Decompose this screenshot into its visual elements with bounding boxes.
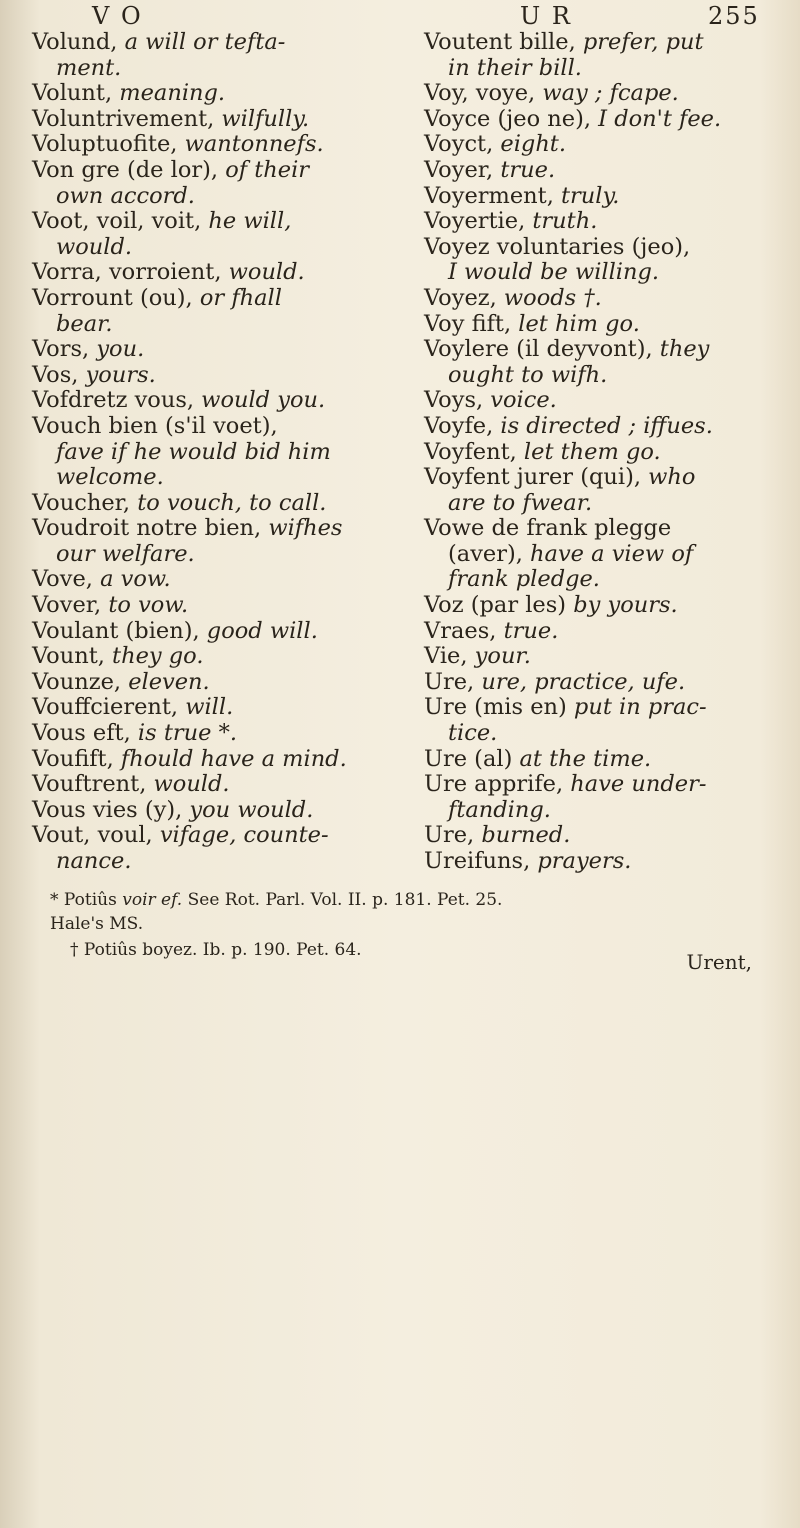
- entry-definition: in their bill.: [448, 54, 582, 81]
- dictionary-entry: [32, 593, 412, 619]
- dictionary-entry: [32, 209, 412, 235]
- entry-definition: put in prac-: [566, 694, 707, 721]
- entry-definition: to vouch, to call.: [130, 489, 327, 516]
- dictionary-entry: [424, 337, 796, 363]
- footnote-3-head: † Potiûs boyez.: [70, 940, 198, 960]
- entry-headword: Voys,: [424, 387, 484, 414]
- right-column: [424, 30, 796, 875]
- dictionary-entry: [32, 823, 412, 849]
- dictionary-entry: [32, 158, 412, 184]
- entry-headword: Vous vies (y),: [32, 796, 183, 823]
- dictionary-entry: [424, 772, 796, 798]
- entry-definition: or fhall: [192, 284, 282, 311]
- entry-definition: ftanding.: [448, 796, 551, 823]
- dictionary-entry: [32, 440, 412, 466]
- entry-headword: Voy fift,: [424, 310, 512, 337]
- dictionary-entry: [424, 312, 796, 338]
- entry-headword: Voucher,: [32, 489, 131, 516]
- entry-definition: welcome.: [56, 464, 164, 491]
- entry-definition: have a view of: [522, 540, 694, 567]
- dictionary-entry: [424, 209, 796, 235]
- entry-definition: good will.: [199, 617, 318, 644]
- entry-definition: is true *.: [130, 720, 237, 747]
- entry-definition: truth.: [525, 208, 598, 235]
- dictionary-entry: [424, 107, 796, 133]
- entry-definition: would.: [56, 233, 133, 260]
- entry-definition: bear.: [56, 310, 113, 337]
- footnote-1-head: * Potiûs: [50, 890, 117, 910]
- entry-headword: Ure apprife,: [424, 771, 564, 798]
- dictionary-entry: [424, 260, 796, 286]
- entry-headword: Ure (mis en): [424, 694, 567, 721]
- dictionary-entry: [32, 388, 412, 414]
- entry-definition: ure, practice, ufe.: [474, 668, 686, 695]
- dictionary-entry: [424, 491, 796, 517]
- entry-definition: is directed ; iffues.: [493, 412, 713, 439]
- entry-headword: Voyce (jeo ne),: [424, 105, 592, 132]
- dictionary-entry: [32, 81, 412, 107]
- footnote-2-head: Hale's MS.: [50, 914, 144, 934]
- dictionary-entry: [424, 567, 796, 593]
- dictionary-entry: [424, 235, 796, 261]
- entry-definition: frank pledge.: [448, 566, 600, 593]
- dictionary-entry: [424, 849, 796, 875]
- entry-headword: Ure (al): [424, 745, 513, 772]
- footnote-1-cont: [50, 914, 143, 934]
- dictionary-entry: [32, 747, 412, 773]
- entry-headword: Vous eft,: [32, 720, 131, 747]
- entry-definition: by yours.: [566, 592, 678, 619]
- entry-definition: woods †.: [496, 284, 602, 311]
- entry-definition: truly.: [553, 182, 620, 209]
- entry-definition: eight.: [493, 131, 567, 158]
- entry-definition: would.: [146, 771, 230, 798]
- entry-definition: your.: [467, 643, 531, 670]
- entry-definition: ment.: [56, 54, 122, 81]
- entry-definition: ought to wifh.: [448, 361, 608, 388]
- dictionary-entry: [32, 184, 412, 210]
- entry-definition: of their: [218, 156, 310, 183]
- dictionary-entry: [32, 644, 412, 670]
- entry-definition: are to fwear.: [448, 489, 593, 516]
- footnote-2: [70, 940, 362, 960]
- entry-definition: I would be willing.: [448, 259, 660, 286]
- dictionary-entry: [424, 388, 796, 414]
- entry-definition: at the time.: [512, 745, 652, 772]
- entry-definition: vifage, counte-: [152, 822, 329, 849]
- dictionary-entry: [32, 235, 412, 261]
- entry-definition: a will or tefta-: [117, 29, 286, 55]
- dictionary-entry: [32, 567, 412, 593]
- entry-headword: Vowe de frank plegge: [424, 515, 672, 542]
- entry-headword: (aver),: [448, 540, 523, 567]
- entry-headword: Ureifuns,: [424, 848, 531, 874]
- entry-definition: nance.: [56, 848, 132, 874]
- dictionary-entry: [424, 747, 796, 773]
- entry-headword: Voyfe,: [424, 412, 494, 439]
- dictionary-entry: [424, 30, 796, 56]
- entry-definition: voice.: [483, 387, 557, 414]
- entry-headword: Vos,: [32, 361, 79, 388]
- footnote-3-ref: Ib. p. 190. Pet. 64.: [197, 940, 362, 960]
- dictionary-entry: [32, 465, 412, 491]
- entry-headword: Vover,: [32, 592, 102, 619]
- entry-headword: Von gre (de lor),: [32, 156, 219, 183]
- entry-definition: he will,: [201, 208, 292, 235]
- dictionary-entry: [424, 132, 796, 158]
- dictionary-entry: [424, 721, 796, 747]
- dictionary-entry: [424, 823, 796, 849]
- dictionary-entry: [32, 363, 412, 389]
- entry-headword: Voyez,: [424, 284, 497, 311]
- dictionary-entry: [424, 465, 796, 491]
- catchword: Urent,: [686, 950, 752, 974]
- dictionary-entry: [424, 695, 796, 721]
- entry-definition: a vow.: [92, 566, 171, 593]
- entry-headword: Vove,: [32, 566, 93, 593]
- entry-headword: Voot, voil, voit,: [32, 208, 202, 235]
- entry-headword: Ure,: [424, 822, 475, 849]
- entry-definition: meaning.: [112, 80, 226, 107]
- dictionary-entry: [32, 107, 412, 133]
- entry-definition: fhould have a mind.: [113, 745, 347, 772]
- entry-definition: tice.: [448, 720, 498, 747]
- entry-definition: way ; fcape.: [535, 80, 679, 107]
- footnote-1: [50, 890, 502, 910]
- entry-headword: Voy, voye,: [424, 80, 536, 107]
- dictionary-entry: [424, 542, 796, 568]
- dictionary-entry: [32, 849, 412, 875]
- entry-headword: Vouftrent,: [32, 771, 147, 798]
- entry-definition: eleven.: [121, 668, 210, 695]
- entry-definition: prefer, put: [575, 29, 704, 55]
- entry-headword: Voyfent,: [424, 438, 517, 465]
- dictionary-entry: [32, 132, 412, 158]
- dictionary-entry: [424, 440, 796, 466]
- dictionary-entry: [424, 516, 796, 542]
- entry-headword: Voyerment,: [424, 182, 554, 209]
- dictionary-entry: [424, 158, 796, 184]
- entry-definition: true.: [493, 156, 556, 183]
- dictionary-entry: [32, 56, 412, 82]
- entry-definition: prayers.: [530, 848, 632, 874]
- entry-definition: I don't fee.: [591, 105, 722, 132]
- dictionary-entry: [424, 593, 796, 619]
- entry-definition: will.: [178, 694, 234, 721]
- entry-definition: fave if he would bid him: [56, 438, 331, 465]
- dictionary-entry: [32, 30, 412, 56]
- entry-headword: Ure,: [424, 668, 475, 695]
- entry-definition: they: [652, 336, 710, 363]
- dictionary-entry: [32, 260, 412, 286]
- entry-definition: you.: [89, 336, 145, 363]
- dictionary-entry: [424, 363, 796, 389]
- dictionary-entry: [32, 286, 412, 312]
- entry-headword: Vorrount (ou),: [32, 284, 193, 311]
- entry-headword: Vount,: [32, 643, 105, 670]
- entry-headword: Volund,: [32, 29, 118, 55]
- entry-headword: Vout, voul,: [32, 822, 153, 849]
- dictionary-entry: [32, 516, 412, 542]
- running-header-left: V O: [92, 2, 143, 30]
- entry-definition: wifhes: [261, 515, 343, 542]
- entry-definition: wantonnefs.: [177, 131, 324, 158]
- entry-definition: wilfully.: [214, 105, 310, 132]
- entry-definition: would.: [221, 259, 305, 286]
- entry-headword: Voluptuofite,: [32, 131, 178, 158]
- dictionary-entry: [32, 772, 412, 798]
- entry-definition: burned.: [474, 822, 571, 849]
- entry-headword: Voyfent jurer (qui),: [424, 464, 642, 491]
- entry-headword: Voyertie,: [424, 208, 526, 235]
- dictionary-entry: [424, 286, 796, 312]
- entry-headword: Voylere (il deyvont),: [424, 336, 653, 363]
- entry-definition: let him go.: [511, 310, 640, 337]
- entry-headword: Volunt,: [32, 80, 113, 107]
- dictionary-entry: [424, 414, 796, 440]
- footnote-1-ref: See Rot. Parl. Vol. II. p. 181. Pet. 25.: [182, 890, 503, 910]
- entry-headword: Vouffcierent,: [32, 694, 179, 721]
- dictionary-entry: [32, 670, 412, 696]
- dictionary-entry: [32, 619, 412, 645]
- entry-headword: Voyer,: [424, 156, 494, 183]
- dictionary-entry: [32, 798, 412, 824]
- entry-definition: you would.: [182, 796, 314, 823]
- page-number: 255: [708, 2, 760, 30]
- dictionary-entry: [424, 798, 796, 824]
- dictionary-entry: [424, 619, 796, 645]
- entry-definition: yours.: [78, 361, 156, 388]
- dictionary-entry: [424, 184, 796, 210]
- entry-definition: would you.: [194, 387, 326, 414]
- entry-headword: Vofdretz vous,: [32, 387, 195, 414]
- entry-headword: Vouch bien (s'il voet),: [32, 412, 278, 439]
- entry-headword: Voufift,: [32, 745, 114, 772]
- entry-headword: Vounze,: [32, 668, 122, 695]
- entry-headword: Vors,: [32, 336, 90, 363]
- dictionary-entry: [32, 337, 412, 363]
- entry-definition: our welfare.: [56, 540, 195, 567]
- entry-headword: Vorra, vorroient,: [32, 259, 222, 286]
- dictionary-entry: [424, 81, 796, 107]
- dictionary-entry: [424, 56, 796, 82]
- dictionary-entry: [32, 491, 412, 517]
- entry-headword: Voz (par les): [424, 592, 567, 619]
- entry-definition: true.: [496, 617, 559, 644]
- left-column: [32, 30, 412, 875]
- dictionary-entry: [32, 695, 412, 721]
- dictionary-entry: [32, 721, 412, 747]
- entry-headword: Vraes,: [424, 617, 497, 644]
- entry-definition: have under-: [563, 771, 707, 798]
- entry-headword: Voulant (bien),: [32, 617, 200, 644]
- entry-definition: own accord.: [56, 182, 195, 209]
- entry-definition: they go.: [104, 643, 204, 670]
- dictionary-entry: [32, 542, 412, 568]
- entry-headword: Voyct,: [424, 131, 494, 158]
- dictionary-entry: [424, 644, 796, 670]
- dictionary-entry: [32, 312, 412, 338]
- dictionary-entry: [424, 670, 796, 696]
- entry-headword: Voutent bille,: [424, 29, 576, 55]
- entry-definition: who: [641, 464, 696, 491]
- entry-headword: Vie,: [424, 643, 468, 670]
- running-header-center: U R: [520, 2, 572, 30]
- entry-definition: to vow.: [101, 592, 189, 619]
- entry-headword: Voudroit notre bien,: [32, 515, 262, 542]
- entry-headword: Voluntrivement,: [32, 105, 215, 132]
- entry-headword: Voyez voluntaries (jeo),: [424, 233, 691, 260]
- dictionary-entry: [32, 414, 412, 440]
- footnote-1-italic: voir ef.: [116, 890, 183, 910]
- entry-definition: let them go.: [516, 438, 661, 465]
